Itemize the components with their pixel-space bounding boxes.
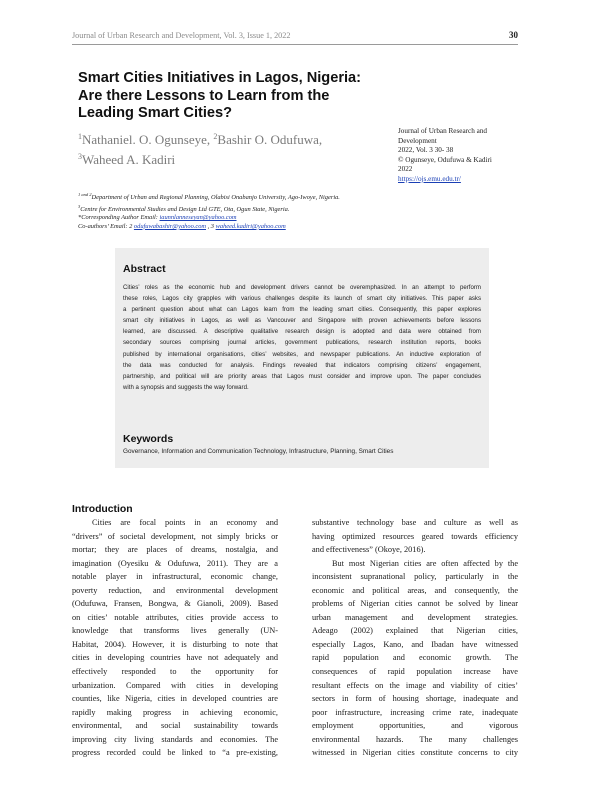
coauthor-email-link[interactable]: waheed.kadiri@yahoo.com [215, 222, 286, 230]
coauthor-email-line [78, 223, 478, 232]
affiliation-text: Department of Urban and Regional Planning, Olabisi Onabanjo University, Ago-Iwoye, Nigeria. [91, 194, 340, 201]
body-line: witnessed in Nigerian cities constitute concerns to city [312, 748, 518, 758]
body-line: employment opportunities, and vigorous [312, 721, 518, 731]
author-line [78, 128, 378, 148]
body-line: rapidly making progress in achieving economic, [72, 707, 278, 717]
body-line: environmental, and social sustainability towards [72, 721, 278, 731]
abstract-line: smart city initiatives in Lagos, as well as Vancouver and Singapore with proven achievements before lessons [123, 317, 481, 325]
body-line: and effectiveness” (Okoye, 2016). [312, 545, 426, 555]
author-name: Bashir O. Odufuwa, [217, 132, 323, 147]
body-line: having optimized resources geared towards efficiency [312, 531, 518, 541]
journal-meta [398, 127, 528, 185]
body-line: rapid population and economic growth. The [312, 653, 518, 663]
body-line: But most Nigerian cities are often affected by the [332, 558, 518, 568]
body-line: Habitat, 2004). However, it is disturbing to note that [72, 639, 278, 649]
abstract-line: partnership, and political will are priority areas that Lagos must consider and improve upon. The paper concludes [123, 372, 481, 380]
author-list [78, 128, 378, 168]
affiliations [78, 191, 478, 231]
corresponding-email-link[interactable]: iaunnlanneseyan@yahoo.com [159, 214, 237, 222]
body-line: (Odufuwa, Fransen, Bongwa, & Gianoli, 2009). Based [72, 599, 278, 609]
body-line: progress recorded could be linked to “a pre-existing, [72, 748, 278, 758]
keywords-text: Governance, Information and Communication Technology, Infrastructure, Planning, Smart Cities [123, 448, 394, 455]
journal-meta-line: 2022 [398, 165, 413, 174]
introduction-heading: Introduction [72, 504, 133, 515]
body-line: urbanization. Compared with cities in developing [72, 680, 278, 690]
abstract-line: a pertinent question about what can Lagos learn from the leading smart cities. Consequently, this paper explores [123, 306, 481, 314]
body-line: economic and political areas, and consequently, the [312, 585, 518, 595]
corresponding-label: *Corresponding Author Email: [78, 214, 160, 222]
abstract-line: these roles, Lagos city grapples with various challenges despite its launch of smart city initiatives. This paper asks [123, 295, 481, 303]
coauthor-email-link[interactable]: odufuwabashir@yahoo.com [133, 222, 207, 230]
body-line: notable player in infrastructural, economic change, [72, 572, 278, 582]
author-line [78, 148, 378, 168]
abstract-line: with a synopsis and suggests the way forward. [123, 383, 249, 391]
body-line: problems of Nigerian cities cannot be solved by linear [312, 599, 518, 609]
abstract-heading: Abstract [123, 263, 166, 275]
author-name: Nathaniel. O. Ogunseye, [82, 132, 214, 147]
author-sup: 3 [78, 152, 82, 161]
title-line: Are there Lessons to Learn from the [78, 87, 330, 104]
title-line: Smart Cities Initiatives in Lagos, Nigeria: [78, 70, 362, 86]
journal-meta-line: 2022, Vol. 3 30- 38 [398, 146, 454, 155]
body-line: inconsistent supranational policy, particularly in the [312, 572, 518, 582]
running-head: Journal of Urban Research and Development, Vol. 3, Issue 1, 2022 [72, 31, 291, 40]
journal-meta-line: © Ogunseye, Odufuwa & Kadiri [398, 155, 492, 164]
author-name: Waheed A. Kadiri [82, 152, 176, 167]
abstract-line: secondary sources comprising journal articles, government publications, research institution reports, books [123, 339, 481, 347]
title-line: Leading Smart Cities? [78, 105, 233, 122]
abstract-line: learned, are discussed. A descriptive qualitative research design is adopted and data were obtained from [123, 328, 481, 336]
body-line: sectors in form of housing shortage, inadequate and [312, 694, 518, 704]
author-sup: 2 [213, 132, 218, 141]
body-line: knowledge that transforms lives generally (UN- [72, 626, 278, 636]
body-line: Adeago (2002) explained that Nigerian cities, [312, 626, 518, 636]
corresponding-author-line [78, 214, 478, 223]
journal-link[interactable]: https://ojs.emu.edu.tr/ [398, 174, 461, 183]
journal-link-line [398, 175, 528, 185]
journal-meta-line: Journal of Urban Research and [398, 127, 488, 135]
affiliation-sup: 1 and 2 [78, 192, 92, 197]
affiliation-sup: 3 [78, 203, 81, 209]
body-line: Cities are focal points in an economy and [92, 518, 278, 527]
keywords-heading: Keywords [123, 433, 174, 445]
body-line: effectively responded to the opportunity for [72, 667, 278, 677]
journal-meta-line: Development [398, 136, 437, 145]
body-line: consequences of rapid population increase have [312, 667, 518, 677]
paper-title [78, 70, 398, 123]
body-line: substantive technology base and culture as well as [312, 518, 518, 527]
page-number: 30 [509, 30, 518, 40]
body-line: especially Lagos, Kano, and Ibadan have witnessed [312, 639, 518, 649]
abstract-line: Cities’ roles as the economic hub and development drivers cannot be overemphasized. In an attempt to perform [123, 284, 481, 291]
body-line: urban management and development strategies. [312, 612, 518, 622]
body-line: imagination (Oyesiku & Odufuwa, 2011). They are a [72, 558, 278, 568]
abstract-line: published by international organisations, cities’ websites, and newspaper publications. An inductive exploration of [123, 350, 481, 358]
body-line: mortar; they are places of dreams, nostalgia, and [72, 545, 278, 555]
body-line: improving city living standards and economies. The [72, 734, 278, 744]
affiliation-text: Centre for Environmental Studies and Design Ltd GTE, Ota, Ogun State, Nigeria. [80, 205, 290, 213]
header-rule [72, 44, 518, 45]
coauthor-label: Co-authors’ Email: 2 [78, 222, 134, 230]
body-line: poor infrastructure, increasing crime rate, inadequate [312, 707, 518, 717]
affiliation-line [78, 191, 478, 203]
body-line: cities in developing countries have not adequately and [72, 653, 278, 663]
author-sup: 1 [78, 132, 82, 141]
coauthor-sep: , 3 [206, 222, 216, 230]
abstract-line: the data was conducted for analysis. Findings revealed that indicators comprising citizens’ engagement, [123, 361, 481, 369]
body-column-left [72, 516, 278, 760]
body-column-right [312, 516, 518, 760]
body-line: on cities’ notable attributes, cities provide access to [72, 612, 278, 622]
body-line: environmental hazards. The many challenges [312, 734, 518, 744]
affiliation-line [78, 203, 478, 215]
abstract-body [123, 282, 481, 393]
body-line: resultant effects on the image and viability of cities’ [312, 680, 518, 690]
body-line: poverty reduction, and environmental development [72, 585, 278, 595]
body-line: “drivers” of societal development, not simply bricks or [72, 531, 278, 541]
body-line: counties, like Nigeria, cities in developed countries are [72, 694, 278, 704]
